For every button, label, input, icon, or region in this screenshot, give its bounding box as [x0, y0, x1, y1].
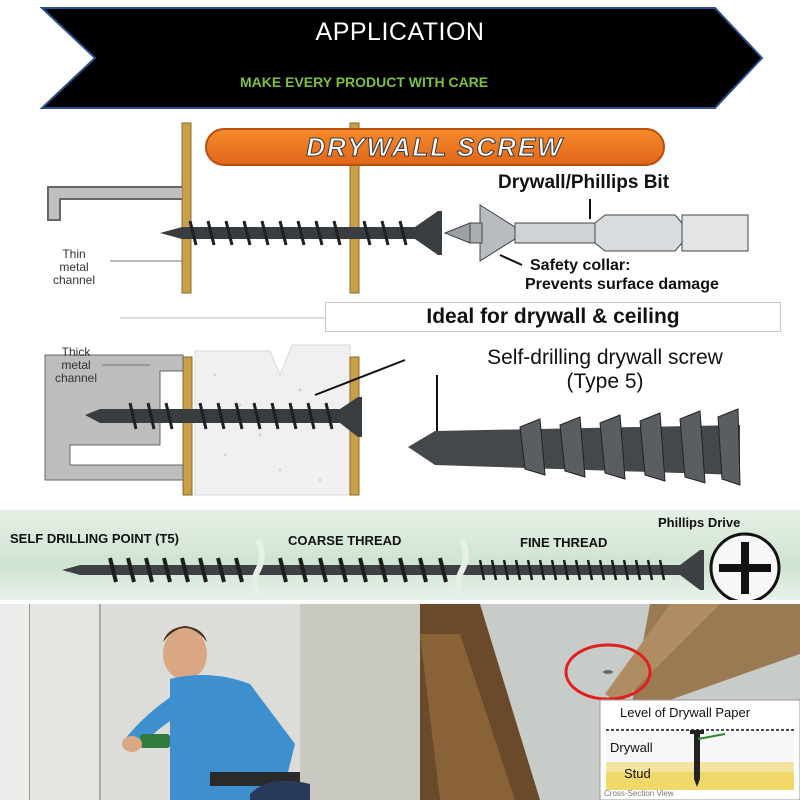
banner-title: APPLICATION — [315, 18, 485, 46]
ideal-divider — [120, 316, 330, 320]
installer-photo — [0, 604, 420, 800]
drywall-paper-label: Level of Drywall Paper — [620, 705, 751, 720]
thick-label-line3: channel — [54, 371, 98, 385]
stud-label: Stud — [624, 766, 651, 781]
thin-label-line1: Thin — [62, 247, 86, 261]
self-drilling-point-icon — [408, 409, 740, 485]
application-banner — [0, 0, 800, 112]
thick-channel-label — [46, 346, 106, 385]
ideal-for-text: Ideal for drywall & ceiling — [426, 305, 680, 328]
phillips-bit-icon — [445, 205, 748, 261]
self-drilling-point-label: SELF DRILLING POINT (T5) — [10, 531, 179, 546]
drywall-screw-title — [205, 128, 665, 166]
thick-label-line2: metal — [61, 358, 91, 372]
self-drilling-label — [430, 346, 780, 394]
phillips-drive-icon — [711, 534, 779, 600]
collar-line2: Prevents surface damage — [525, 276, 719, 293]
collar-line1: Safety collar: — [530, 257, 631, 274]
fine-thread-label: FINE THREAD — [520, 535, 608, 550]
bit-label: Drywall/Phillips Bit — [498, 172, 670, 193]
banner-subtitle: MAKE EVERY PRODUCT WITH CARE — [240, 74, 489, 90]
ceiling-cross-section-photo — [420, 604, 800, 800]
phillips-drive-label: Phillips Drive — [658, 515, 741, 530]
thick-label-line1: Thick — [61, 345, 91, 359]
thin-label-line2: metal — [59, 260, 89, 274]
thin-channel-label — [44, 248, 104, 287]
self-drilling-line2: (Type 5) — [566, 370, 644, 393]
drywall-screw-icon — [160, 211, 442, 255]
coarse-thread-label: COARSE THREAD — [288, 533, 402, 548]
safety-collar-label — [525, 256, 719, 294]
drywall-screw-title-text: DRYWALL SCREW — [306, 132, 564, 162]
self-drilling-line1: Self-drilling drywall screw — [487, 346, 723, 369]
cross-section-view-label: Cross-Section View — [604, 789, 674, 798]
thin-label-line3: channel — [52, 273, 96, 287]
ideal-for-box — [325, 302, 781, 332]
drywall-label: Drywall — [610, 740, 653, 755]
